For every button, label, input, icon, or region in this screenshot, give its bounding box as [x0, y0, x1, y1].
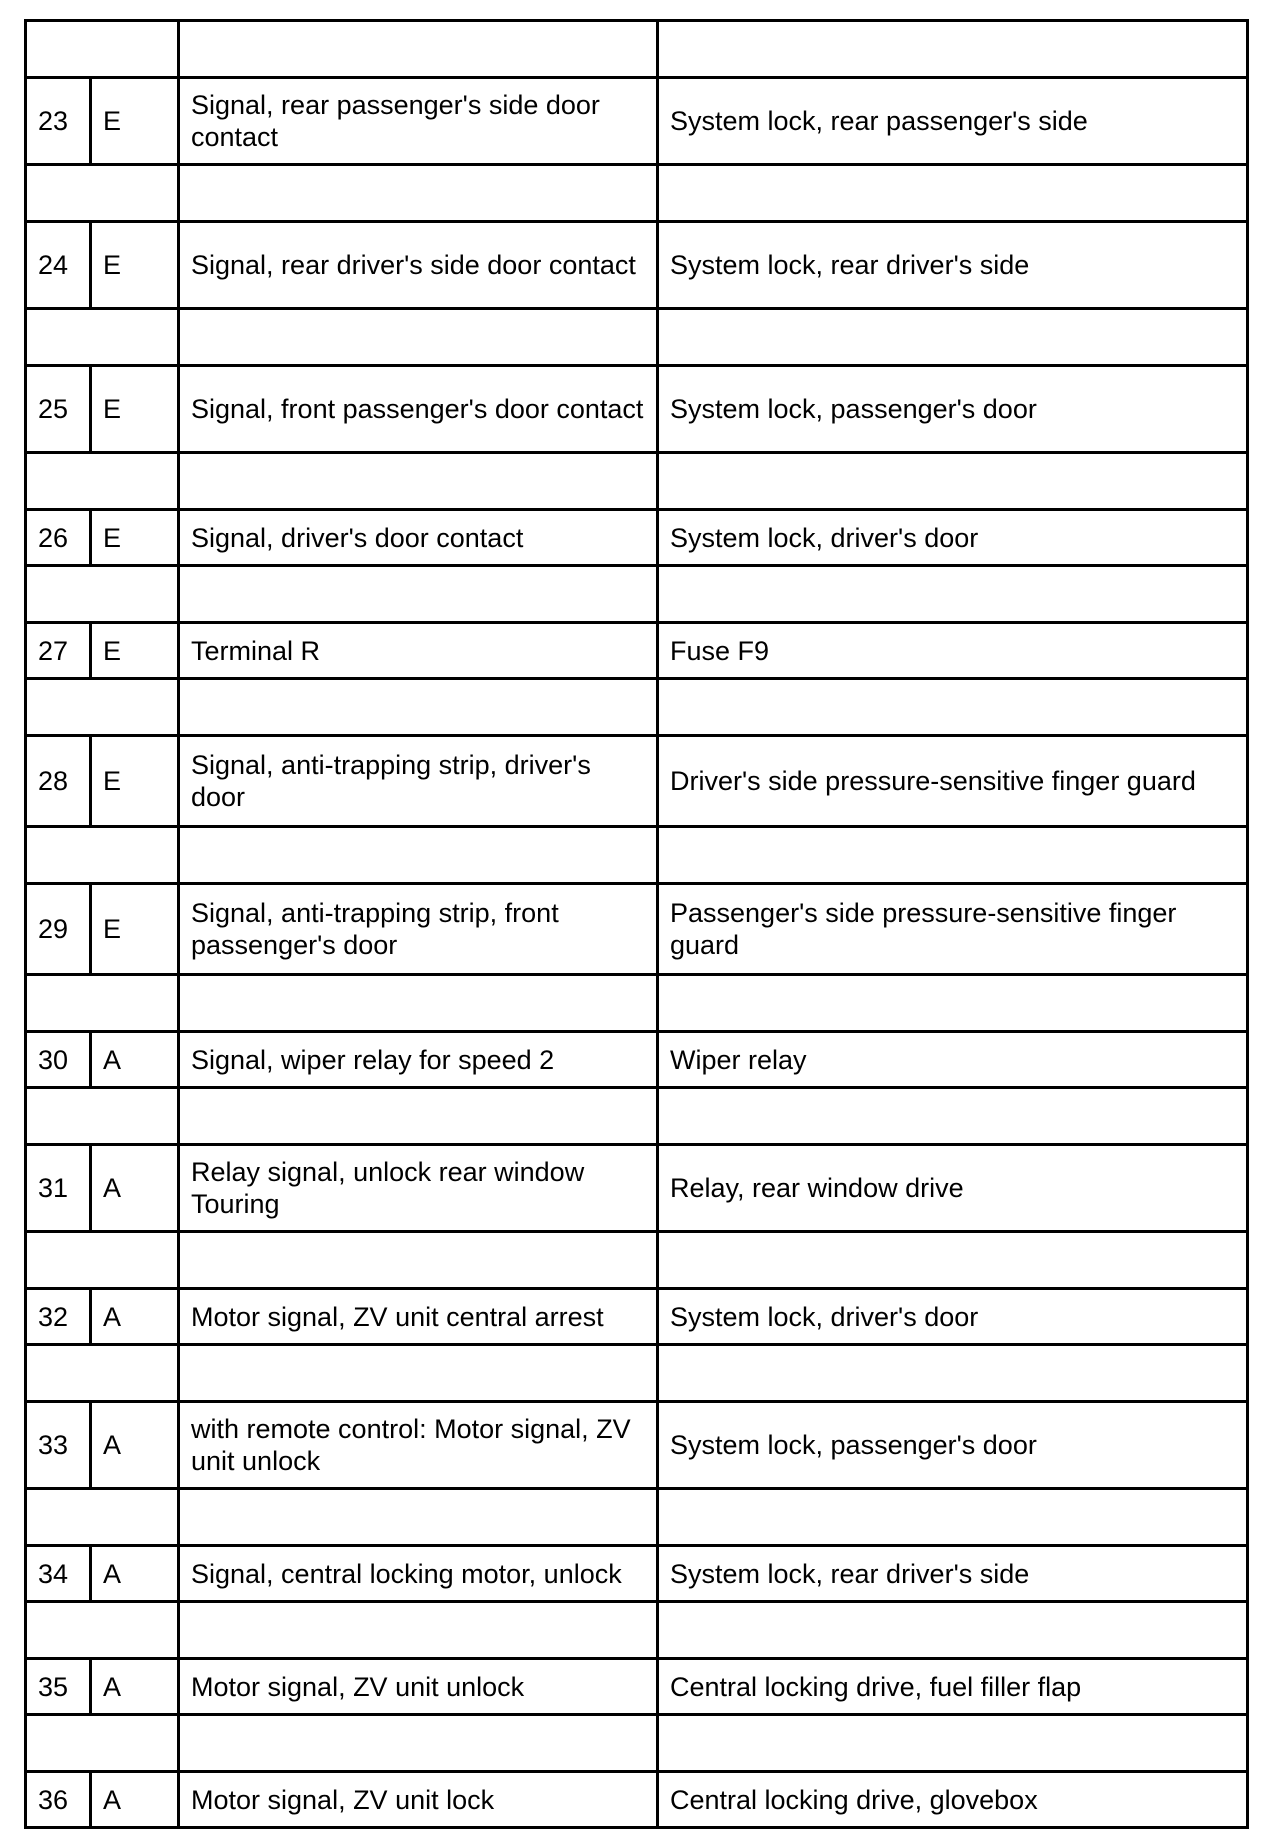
- destination-cell: Central locking drive, fuel filler flap: [658, 1659, 1248, 1715]
- signal-description-cell: Signal, anti-trapping strip, driver's door: [179, 736, 658, 827]
- empty-cell: [658, 165, 1248, 222]
- empty-cell: [658, 566, 1248, 623]
- signal-description-cell: Signal, anti-trapping strip, front passenger's door: [179, 884, 658, 975]
- pin-row: [26, 510, 1248, 566]
- pin-row: [26, 884, 1248, 975]
- destination-cell: System lock, driver's door: [658, 1289, 1248, 1345]
- destination-cell: Central locking drive, glovebox: [658, 1772, 1248, 1828]
- empty-cell: [658, 1345, 1248, 1402]
- empty-cell: [658, 1232, 1248, 1289]
- pin-number-cell: 26: [26, 510, 91, 566]
- empty-cell: [179, 309, 658, 366]
- spacer-row: [26, 1602, 1248, 1659]
- pin-row: [26, 1772, 1248, 1828]
- empty-cell: [179, 1602, 658, 1659]
- destination-cell: System lock, passenger's door: [658, 366, 1248, 453]
- pin-number-cell: 36: [26, 1772, 91, 1828]
- empty-cell: [26, 679, 179, 736]
- spacer-row: [26, 21, 1248, 78]
- empty-cell: [26, 1602, 179, 1659]
- destination-cell: Wiper relay: [658, 1032, 1248, 1088]
- destination-cell: System lock, rear driver's side: [658, 222, 1248, 309]
- signal-description-cell: with remote control: Motor signal, ZV unit unlock: [179, 1402, 658, 1489]
- pin-number-cell: 33: [26, 1402, 91, 1489]
- spacer-row: [26, 679, 1248, 736]
- pin-row: [26, 1546, 1248, 1602]
- empty-cell: [658, 975, 1248, 1032]
- pin-row: [26, 222, 1248, 309]
- empty-cell: [179, 1232, 658, 1289]
- signal-type-cell: A: [91, 1659, 179, 1715]
- empty-cell: [26, 21, 179, 78]
- empty-cell: [179, 566, 658, 623]
- empty-cell: [26, 1232, 179, 1289]
- empty-cell: [658, 21, 1248, 78]
- signal-type-cell: A: [91, 1145, 179, 1232]
- empty-cell: [658, 453, 1248, 510]
- signal-type-cell: E: [91, 623, 179, 679]
- spacer-row: [26, 827, 1248, 884]
- pin-row: [26, 1402, 1248, 1489]
- empty-cell: [658, 679, 1248, 736]
- spacer-row: [26, 1489, 1248, 1546]
- destination-cell: System lock, driver's door: [658, 510, 1248, 566]
- empty-cell: [179, 453, 658, 510]
- pin-row: [26, 1289, 1248, 1345]
- signal-type-cell: A: [91, 1032, 179, 1088]
- signal-description-cell: Signal, wiper relay for speed 2: [179, 1032, 658, 1088]
- pin-row: [26, 1032, 1248, 1088]
- empty-cell: [658, 1088, 1248, 1145]
- destination-cell: Driver's side pressure-sensitive finger guard: [658, 736, 1248, 827]
- empty-cell: [658, 1715, 1248, 1772]
- signal-description-cell: Signal, rear driver's side door contact: [179, 222, 658, 309]
- signal-description-cell: Terminal R: [179, 623, 658, 679]
- signal-description-cell: Motor signal, ZV unit unlock: [179, 1659, 658, 1715]
- spacer-row: [26, 566, 1248, 623]
- empty-cell: [26, 1489, 179, 1546]
- spacer-row: [26, 1088, 1248, 1145]
- pin-row: [26, 1659, 1248, 1715]
- pin-row: [26, 366, 1248, 453]
- empty-cell: [658, 1602, 1248, 1659]
- signal-type-cell: A: [91, 1546, 179, 1602]
- pin-number-cell: 34: [26, 1546, 91, 1602]
- pin-number-cell: 30: [26, 1032, 91, 1088]
- spacer-row: [26, 1715, 1248, 1772]
- signal-type-cell: E: [91, 222, 179, 309]
- empty-cell: [658, 827, 1248, 884]
- empty-cell: [658, 309, 1248, 366]
- signal-type-cell: A: [91, 1772, 179, 1828]
- pin-assignment-table: [24, 19, 1249, 1829]
- empty-cell: [26, 453, 179, 510]
- spacer-row: [26, 309, 1248, 366]
- signal-description-cell: Signal, front passenger's door contact: [179, 366, 658, 453]
- destination-cell: Relay, rear window drive: [658, 1145, 1248, 1232]
- empty-cell: [179, 1088, 658, 1145]
- pin-number-cell: 32: [26, 1289, 91, 1345]
- signal-description-cell: Signal, driver's door contact: [179, 510, 658, 566]
- spacer-row: [26, 453, 1248, 510]
- spacer-row: [26, 1345, 1248, 1402]
- signal-description-cell: Signal, rear passenger's side door contact: [179, 78, 658, 165]
- empty-cell: [26, 827, 179, 884]
- empty-cell: [179, 1345, 658, 1402]
- pin-number-cell: 23: [26, 78, 91, 165]
- spacer-row: [26, 1232, 1248, 1289]
- spacer-row: [26, 165, 1248, 222]
- destination-cell: System lock, rear driver's side: [658, 1546, 1248, 1602]
- signal-type-cell: E: [91, 510, 179, 566]
- empty-cell: [26, 1345, 179, 1402]
- empty-cell: [179, 827, 658, 884]
- empty-cell: [179, 679, 658, 736]
- destination-cell: Fuse F9: [658, 623, 1248, 679]
- pin-number-cell: 29: [26, 884, 91, 975]
- empty-cell: [26, 975, 179, 1032]
- empty-cell: [179, 1715, 658, 1772]
- pin-number-cell: 35: [26, 1659, 91, 1715]
- empty-cell: [26, 1715, 179, 1772]
- signal-description-cell: Motor signal, ZV unit lock: [179, 1772, 658, 1828]
- pin-number-cell: 28: [26, 736, 91, 827]
- empty-cell: [179, 165, 658, 222]
- empty-cell: [26, 309, 179, 366]
- destination-cell: System lock, passenger's door: [658, 1402, 1248, 1489]
- signal-description-cell: Motor signal, ZV unit central arrest: [179, 1289, 658, 1345]
- signal-type-cell: E: [91, 884, 179, 975]
- pin-row: [26, 1145, 1248, 1232]
- pin-table-body: [26, 21, 1248, 1828]
- signal-description-cell: Relay signal, unlock rear window Touring: [179, 1145, 658, 1232]
- spacer-row: [26, 975, 1248, 1032]
- destination-cell: Passenger's side pressure-sensitive finger guard: [658, 884, 1248, 975]
- empty-cell: [179, 21, 658, 78]
- pin-row: [26, 623, 1248, 679]
- signal-type-cell: A: [91, 1402, 179, 1489]
- pin-number-cell: 25: [26, 366, 91, 453]
- empty-cell: [658, 1489, 1248, 1546]
- signal-type-cell: E: [91, 366, 179, 453]
- signal-type-cell: A: [91, 1289, 179, 1345]
- empty-cell: [26, 165, 179, 222]
- pin-row: [26, 78, 1248, 165]
- pin-number-cell: 31: [26, 1145, 91, 1232]
- pin-number-cell: 24: [26, 222, 91, 309]
- empty-cell: [179, 1489, 658, 1546]
- pin-number-cell: 27: [26, 623, 91, 679]
- signal-description-cell: Signal, central locking motor, unlock: [179, 1546, 658, 1602]
- destination-cell: System lock, rear passenger's side: [658, 78, 1248, 165]
- pin-row: [26, 736, 1248, 827]
- empty-cell: [26, 566, 179, 623]
- empty-cell: [26, 1088, 179, 1145]
- signal-type-cell: E: [91, 736, 179, 827]
- empty-cell: [179, 975, 658, 1032]
- signal-type-cell: E: [91, 78, 179, 165]
